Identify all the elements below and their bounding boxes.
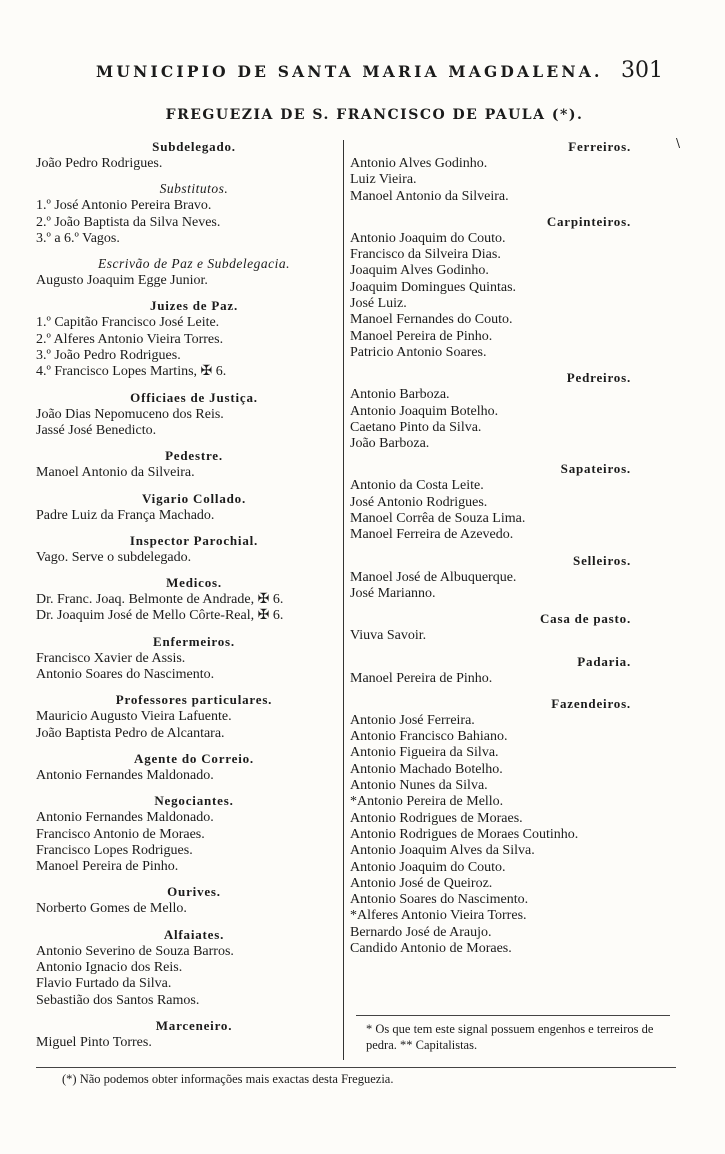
section-title: Substitutos. bbox=[159, 181, 229, 197]
entry-line: Manoel José de Albuquerque. bbox=[350, 569, 517, 585]
entry-line: João Barboza. bbox=[350, 436, 430, 452]
entry-line: Joaquim Alves Godinho. bbox=[350, 263, 489, 279]
page-title: MUNICIPIO DE SANTA MARIA MAGDALENA. bbox=[96, 62, 603, 81]
entry-line: Caetano Pinto da Silva. bbox=[350, 419, 482, 435]
entry-line: Padre Luiz da França Machado. bbox=[36, 507, 215, 523]
section-title: Professores particulares. bbox=[115, 692, 273, 708]
section bbox=[36, 296, 352, 386]
section-title: Carpinteiros. bbox=[546, 213, 631, 229]
section bbox=[350, 459, 675, 549]
entry-line: José Antonio Rodrigues. bbox=[350, 494, 488, 510]
entry-line: Luiz Vieira. bbox=[350, 172, 417, 188]
section-title: Escrivão de Paz e Subdelegacia. bbox=[97, 256, 291, 272]
section bbox=[36, 690, 352, 748]
stray-mark: \ bbox=[676, 136, 681, 150]
entry-line: Antonio Fernandes Maldonado. bbox=[36, 767, 214, 783]
entry-line: Manoel Antonio da Silveira. bbox=[350, 188, 509, 204]
bottom-note: (*) Não podemos obter informações mais exactas desta Freguezia. bbox=[62, 1072, 394, 1086]
entry-line: João Baptista Pedro de Alcantara. bbox=[36, 725, 225, 741]
section bbox=[36, 882, 352, 923]
section-title: Subdelegado. bbox=[152, 139, 236, 154]
entry-line: Antonio José de Queiroz. bbox=[350, 875, 493, 891]
section-title: Negociantes. bbox=[154, 793, 234, 809]
entry-line: Antonio José Ferreira. bbox=[350, 712, 475, 728]
section bbox=[350, 652, 675, 693]
entry-line: Vago. Serve o subdelegado. bbox=[36, 549, 192, 565]
entry-line: Antonio Soares do Nascimento. bbox=[350, 892, 529, 908]
entry-line: Manoel Fernandes do Couto. bbox=[350, 312, 513, 328]
entry-line: Sebastião dos Santos Ramos. bbox=[36, 992, 200, 1008]
right-column bbox=[350, 136, 675, 963]
section bbox=[36, 531, 352, 572]
entry-line: Manoel Pereira de Pinho. bbox=[36, 859, 179, 875]
entry-line: José Marianno. bbox=[350, 585, 436, 601]
entry-line: João Pedro Rodrigues. bbox=[36, 156, 163, 171]
entry-line: 3.º João Pedro Rodrigues. bbox=[36, 348, 181, 364]
entry-line: Francisco Antonio de Moraes. bbox=[36, 826, 205, 842]
section bbox=[36, 791, 352, 881]
section bbox=[36, 137, 352, 178]
section-title: Medicos. bbox=[166, 575, 222, 591]
section-title: Ourives. bbox=[167, 884, 221, 900]
entry-line: *Alferes Antonio Vieira Torres. bbox=[350, 908, 527, 924]
entry-line: Candido Antonio de Moraes. bbox=[350, 940, 512, 956]
entry-line: Antonio Machado Botelho. bbox=[350, 761, 503, 777]
entry-line: Norberto Gomes de Mello. bbox=[36, 901, 187, 917]
section bbox=[350, 368, 675, 458]
entry-line: Joaquim Domingues Quintas. bbox=[350, 279, 517, 295]
section-title: Fazendeiros. bbox=[551, 695, 631, 711]
entry-line: 1.º Capitão Francisco José Leite. bbox=[36, 315, 220, 331]
entry-line: 4.º Francisco Lopes Martins, ✠ 6. bbox=[36, 364, 227, 380]
section bbox=[350, 137, 675, 211]
section bbox=[36, 446, 352, 487]
entry-line: Antonio Soares do Nascimento. bbox=[36, 667, 215, 683]
entry-line: Antonio Figueira da Silva. bbox=[350, 745, 499, 761]
section-title: Inspector Parochial. bbox=[129, 532, 259, 548]
entry-line: Antonio Francisco Bahiano. bbox=[350, 729, 508, 745]
section-title: Agente do Correio. bbox=[134, 750, 254, 766]
section bbox=[350, 694, 675, 963]
entry-line: Antonio da Costa Leite. bbox=[350, 478, 484, 494]
entry-line: 3.º a 6.º Vagos. bbox=[36, 230, 120, 246]
entry-line: Francisco Xavier de Assis. bbox=[36, 650, 186, 666]
footnote: * Os que tem este signal possuem engenhos e terreiros de pedra. ** Capitalistas. bbox=[366, 1022, 654, 1052]
section bbox=[36, 925, 352, 1015]
section-title: Selleiros. bbox=[573, 552, 631, 568]
entry-line: Antonio Joaquim Botelho. bbox=[350, 403, 499, 419]
entry-line: Antonio Joaquim Alves da Silva. bbox=[350, 843, 535, 859]
section bbox=[36, 388, 352, 446]
entry-line: Jassé José Benedicto. bbox=[36, 422, 157, 438]
entry-line: Antonio Rodrigues de Moraes. bbox=[350, 810, 523, 826]
section-title: Juizes de Paz. bbox=[149, 298, 239, 314]
section-title: Enfermeiros. bbox=[153, 633, 235, 649]
section bbox=[36, 179, 352, 253]
entry-line: Manoel Pereira de Pinho. bbox=[350, 328, 493, 344]
entry-line: Bernardo José de Araujo. bbox=[350, 924, 492, 940]
section-title: Alfaiates. bbox=[163, 926, 225, 942]
section bbox=[350, 212, 675, 367]
entry-line: Patricio Antonio Soares. bbox=[350, 344, 487, 360]
entry-line: Viuva Savoir. bbox=[350, 628, 427, 644]
entry-line: Dr. Joaquim José de Mello Côrte-Real, ✠ 6. bbox=[36, 608, 284, 624]
page-number: 301 bbox=[621, 58, 663, 83]
entry-line: Augusto Joaquim Egge Junior. bbox=[36, 273, 208, 289]
section bbox=[350, 551, 675, 609]
entry-line: Antonio Nunes da Silva. bbox=[350, 778, 488, 794]
entry-line: Antonio Joaquim do Couto. bbox=[350, 230, 506, 246]
section bbox=[36, 1016, 352, 1057]
entry-line: Antonio Ignacio dos Reis. bbox=[36, 960, 183, 976]
entry-line: João Dias Nepomuceno dos Reis. bbox=[36, 406, 224, 422]
entry-line: 2.º Alferes Antonio Vieira Torres. bbox=[36, 331, 224, 347]
footnote-rule bbox=[356, 1015, 670, 1016]
section bbox=[36, 254, 352, 295]
entry-line: Manoel Antonio da Silveira. bbox=[36, 465, 195, 481]
entry-line: Antonio Joaquim do Couto. bbox=[350, 859, 506, 875]
entry-line: José Luiz. bbox=[350, 296, 407, 312]
entry-line: Antonio Alves Godinho. bbox=[350, 156, 488, 171]
section-title: Officiaes de Justiça. bbox=[130, 389, 258, 405]
entry-line: 1.º José Antonio Pereira Bravo. bbox=[36, 198, 212, 214]
entry-line: Antonio Severino de Souza Barros. bbox=[36, 943, 234, 959]
entry-line: *Antonio Pereira de Mello. bbox=[350, 794, 504, 810]
entry-line: Flavio Furtado da Silva. bbox=[36, 976, 172, 992]
left-column bbox=[36, 136, 352, 1057]
entry-line: Antonio Barboza. bbox=[350, 387, 450, 403]
entry-line: Antonio Fernandes Maldonado. bbox=[36, 810, 214, 826]
section-title: Vigario Collado. bbox=[141, 490, 247, 506]
section-title: Padaria. bbox=[577, 653, 631, 669]
section-title: Pedreiros. bbox=[566, 370, 631, 386]
section-title: Sapateiros. bbox=[560, 461, 631, 477]
entry-line: Miguel Pinto Torres. bbox=[36, 1034, 152, 1050]
entry-line: 2.º João Baptista da Silva Neves. bbox=[36, 214, 221, 230]
section bbox=[36, 489, 352, 530]
entry-line: Manoel Pereira de Pinho. bbox=[350, 670, 493, 686]
section-title: Casa de pasto. bbox=[539, 611, 631, 627]
parish-title: FREGUEZIA DE S. FRANCISCO DE PAULA (*). bbox=[165, 107, 584, 123]
entry-line: Manoel Ferreira de Azevedo. bbox=[350, 527, 514, 543]
section bbox=[36, 632, 352, 690]
section bbox=[36, 749, 352, 790]
parish-heading bbox=[0, 104, 725, 123]
section-title: Ferreiros. bbox=[568, 139, 631, 154]
entry-line: Manoel Corrêa de Souza Lima. bbox=[350, 511, 526, 527]
page-header bbox=[0, 58, 725, 84]
section bbox=[350, 609, 675, 650]
section-title: Marceneiro. bbox=[155, 1017, 233, 1033]
entry-line: Dr. Franc. Joaq. Belmonte de Andrade, ✠ 6. bbox=[36, 592, 284, 608]
bottom-rule bbox=[36, 1067, 676, 1068]
entry-line: Antonio Rodrigues de Moraes Coutinho. bbox=[350, 826, 579, 842]
entry-line: Francisco da Silveira Dias. bbox=[350, 247, 501, 263]
section-title: Pedestre. bbox=[165, 448, 223, 464]
section bbox=[36, 573, 352, 631]
entry-line: Francisco Lopes Rodrigues. bbox=[36, 842, 193, 858]
entry-line: Mauricio Augusto Vieira Lafuente. bbox=[36, 709, 232, 725]
